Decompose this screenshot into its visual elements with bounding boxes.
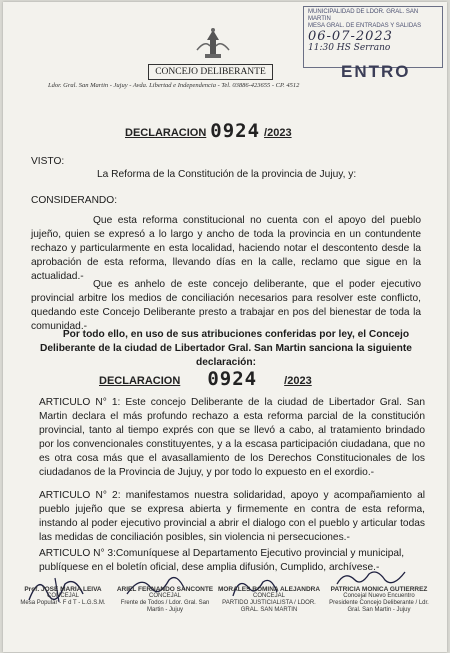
stamp-entro: ENTRO	[341, 62, 411, 81]
organization-name: CONCEJO DELIBERANTE	[148, 64, 273, 80]
signature-block-2	[115, 586, 215, 614]
declaration-title-2	[99, 368, 312, 390]
signatory-name: Prof. JOSE MARIA LEIVA	[24, 586, 102, 593]
signatory-role: CONCEJAL	[148, 593, 181, 599]
articulo-3: ARTICULO N° 3:Comuníquese al Departamento Ejecutivo provincial y municipal, publíquese en el boletín oficial, dese amplia difusión, Cumplido, archívese.-	[39, 548, 405, 573]
signature-block-3	[217, 586, 321, 614]
signatory-role: Concejal Nuevo Encuentro	[343, 593, 415, 599]
signatory-name: PATRICIA MONICA GUTIERREZ	[330, 586, 428, 593]
signatory-extra: Presidente Concejo Deliberante / Ldr. Gral. San Martin - Jujuy	[329, 600, 429, 613]
considerando-paragraph-2: Que es anhelo de este concejo deliberante, que el poder ejecutivo provincial arbitre los medios de conciliación necesarios para resolver este conflicto, quedando este Concejo Deliberante presto a trabajar en pos del bienestar de toda la comunidad.-	[31, 279, 421, 332]
stamp-line-2: MESA GRAL. DE ENTRADAS Y SALIDAS	[308, 23, 422, 29]
signatory-role: CONCEJAL	[252, 593, 285, 599]
declaration-label-2: DECLARACION	[99, 375, 181, 387]
visto-heading: VISTO:	[31, 156, 65, 167]
declaration-title	[125, 120, 292, 142]
signatory-extra: Mesa Popular - F d T - L.G.S.M.	[20, 600, 106, 606]
signature-block-4	[323, 586, 435, 614]
reception-stamp	[303, 6, 443, 68]
articulo-2: ARTICULO N° 2: manifestamos nuestra solidaridad, apoyo y acompañamiento al pueblo jujeño que se expresa abierta y firmemente en contra de esta reforma, instando al poder ejecutivo provincial a abrir el dialogo con el pueblo y articular todas las medidas de conciliación posibles, sin violencia ni persecuciones.-	[39, 490, 425, 543]
stamp-time: 11:30 HS Serrano	[308, 43, 391, 53]
signatory-role: CONCEJAL	[46, 593, 79, 599]
declaration-year: /2023	[264, 127, 292, 139]
signatory-name: MORALES ROMINA ALEJANDRA	[217, 586, 321, 593]
declaration-label: DECLARACION	[125, 127, 207, 139]
considerando-paragraph-1: Que esta reforma constitucional no cuenta con el apoyo del pueblo jujeño, quien se expresó a lo largo y ancho de toda la provincia en un contundente rechazo y particularmente en esta localidad, haciendo notar el descontento desde la aprobación de esta reforma, llevando días en la calle, reclamo que sigue en la actualidad.-	[31, 215, 421, 282]
declaration-year-2: /2023	[284, 375, 312, 387]
stamp-line-1: MUNICIPALIDAD DE LDOR. GRAL. SAN MARTIN	[308, 9, 419, 22]
signatory-extra: Frente de Todos / Ldor. Gral. San Martin - Jujuy	[120, 600, 210, 613]
signature-block-1	[15, 586, 111, 607]
stamp-date: 06-07-2023	[308, 29, 393, 44]
declaration-number: 0924	[210, 120, 261, 142]
articulo-1: ARTICULO N° 1: Este concejo Deliberante de la ciudad de Libertador Gral. San Martin declara el más profundo rechazo a esta reforma parcial de la constitución provincial, tanto al tiempo exprés con que se llevó a cabo, al tratamiento brindado por los convencionales constituyentes, y a la escasa participación ciudadana, que no es otra cosa más que el avasallamiento de los Derechos Constitucionales de los ciudadanos de la Provincia de Jujuy, y por todo lo expuesto en el exordio.-	[39, 397, 425, 478]
signatory-extra: PARTIDO JUSTICIALISTA / LDOR. GRAL. SAN MARTIN	[222, 600, 316, 613]
declaration-number-2: 0924	[207, 368, 258, 390]
signatory-name: ARIEL FERNANDO SANCONTE	[116, 586, 214, 593]
document-page	[3, 2, 447, 652]
crest-icon	[183, 26, 243, 62]
organization-address: Ldor. Gral. San Martin - Jujuy - Avda. Libertad e Independencia - Tel. 03886-423655 - CP. 4512	[48, 82, 300, 89]
por-todo-paragraph: Por todo ello, en uso de sus atribuciones conferidas por ley, el Concejo Deliberante de la ciudad de Libertador Gral. San Martin sanciona la siguiente declaración:	[40, 329, 412, 368]
visto-text: La Reforma de la Constitución de la provincia de Jujuy, y:	[97, 169, 357, 180]
considerando-heading: CONSIDERANDO:	[31, 195, 118, 206]
